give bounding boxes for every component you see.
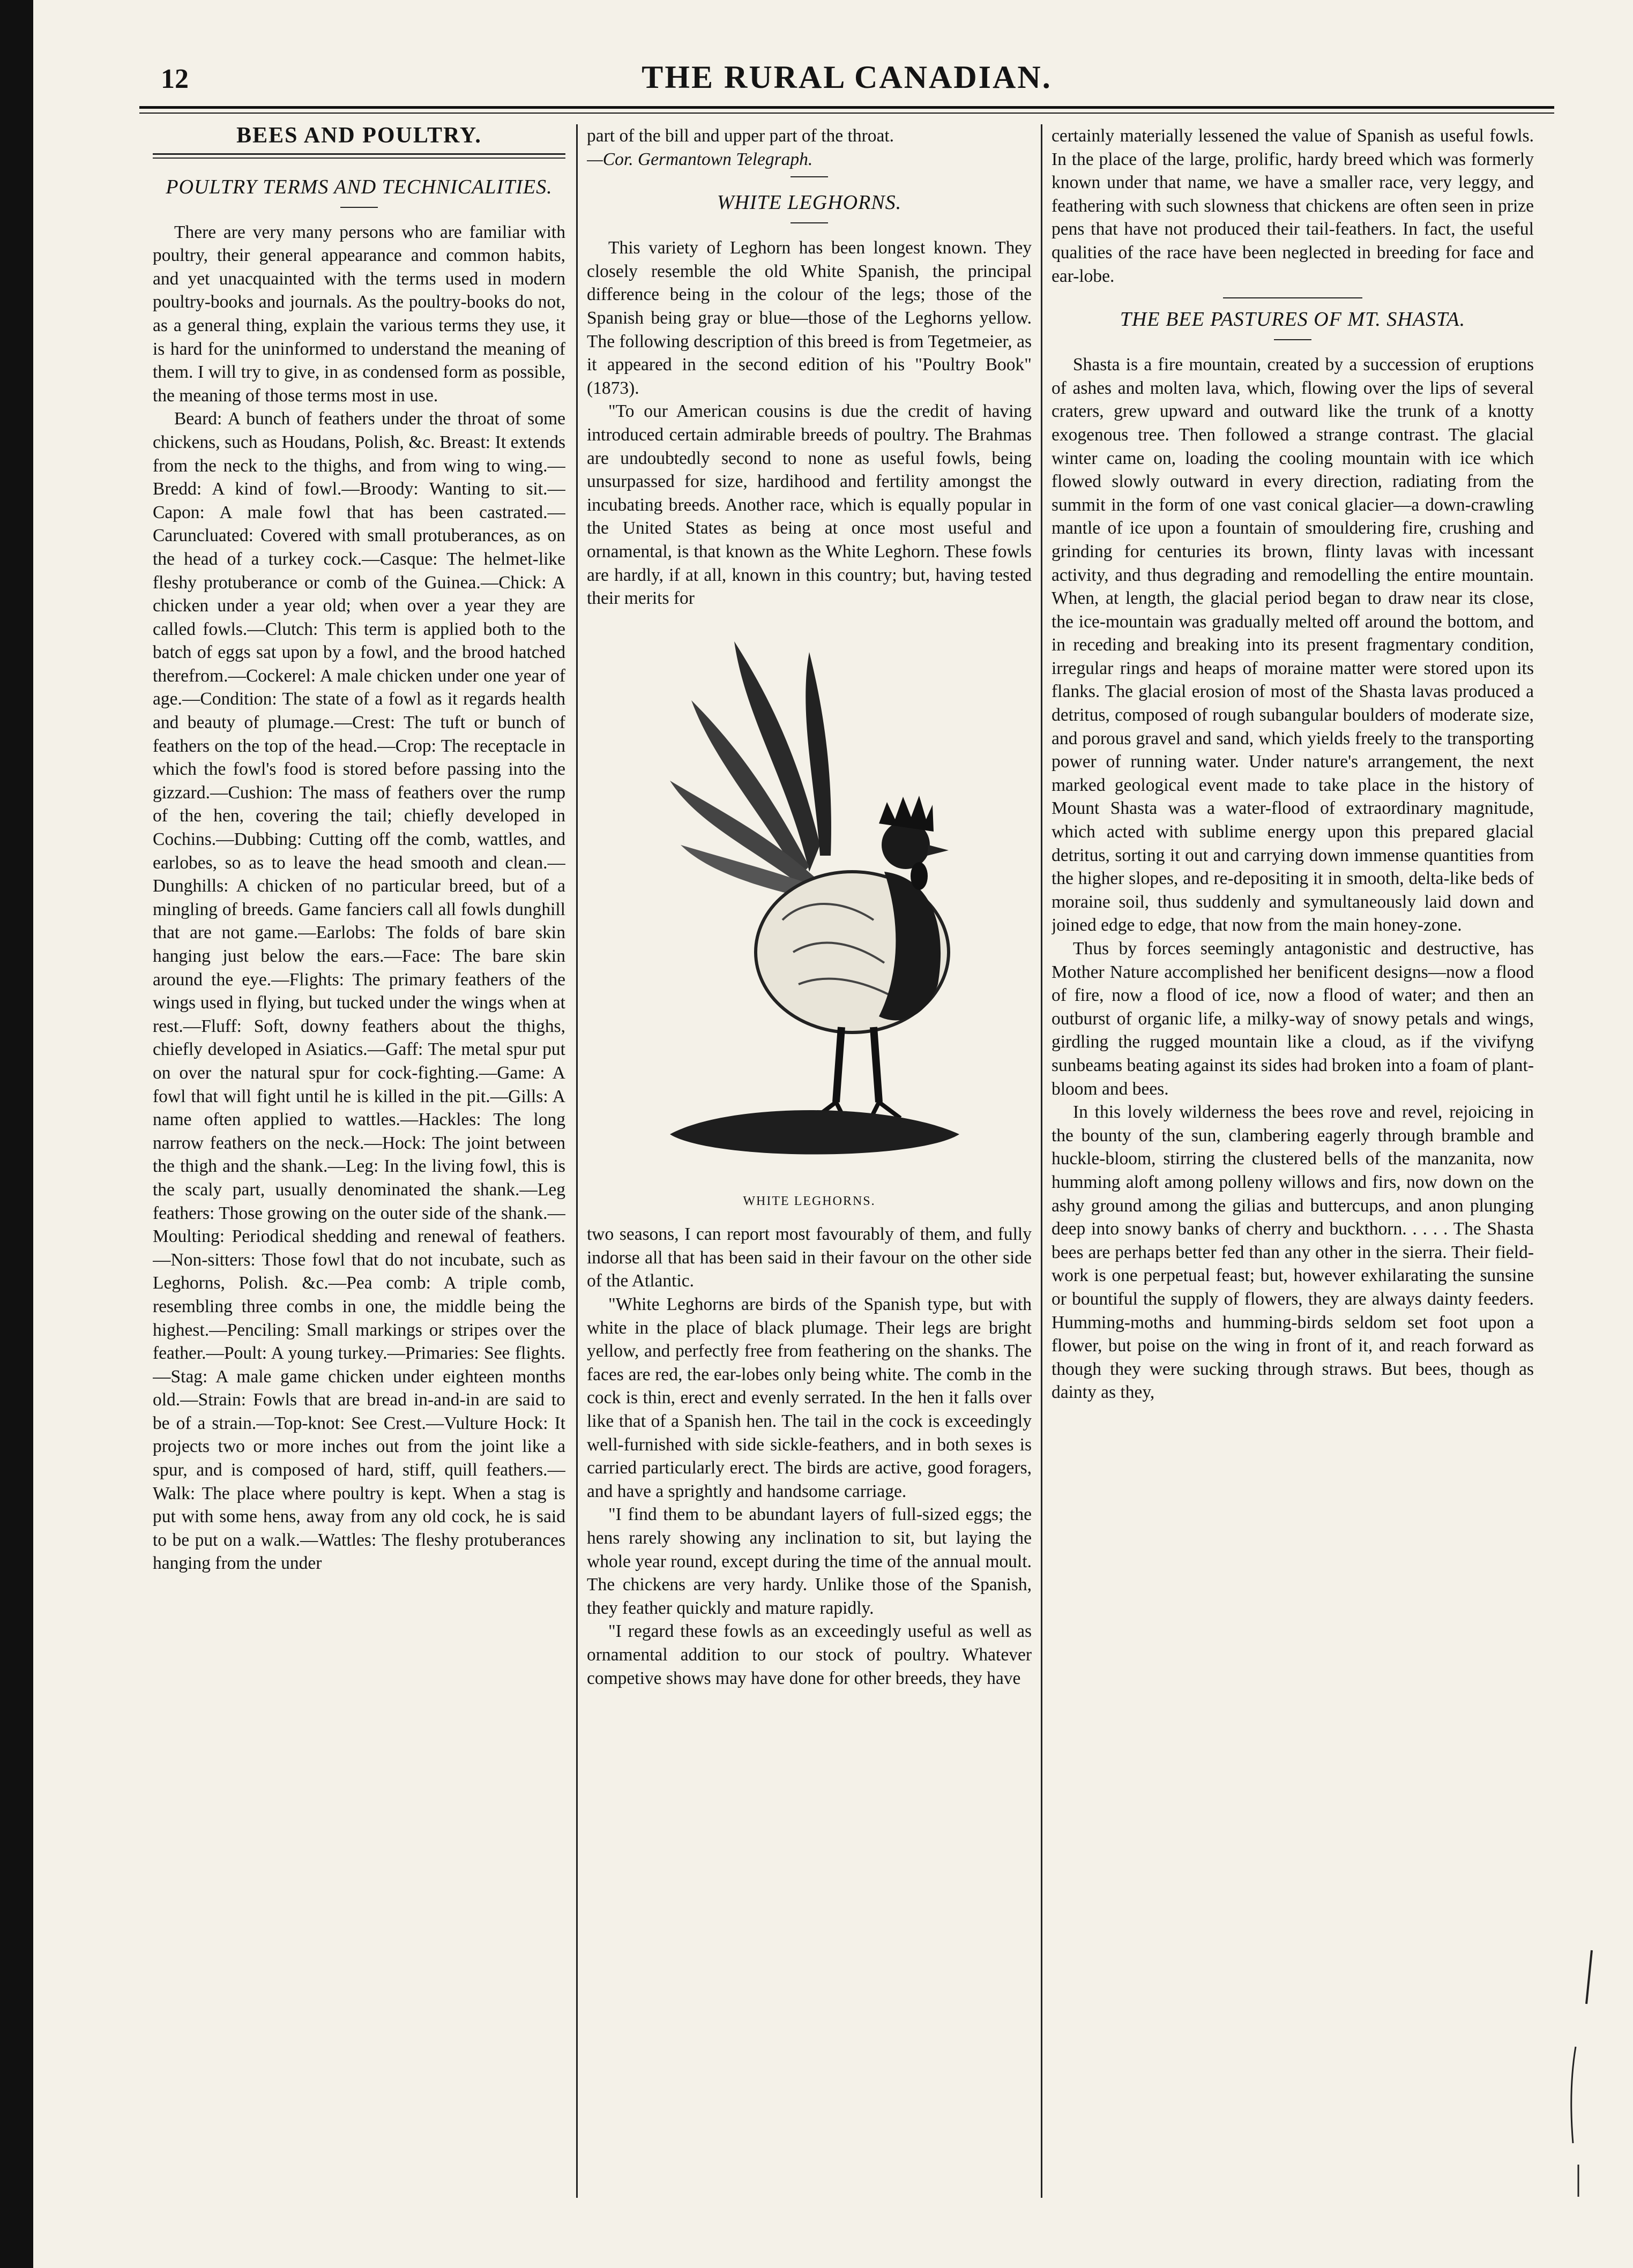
title-rule xyxy=(1274,339,1311,340)
paragraph-continuation: certainly materially lessened the value of Spanish as useful fowls. In the place of the large, prolific, hardy breed which was formerly known under that name, we have a smaller race, very leggy, and feathering with such slowness that chickens are often seen in prize pens that have not produced their tail-feathers. In fact, the useful qualities of the race have been neglected in breeding for face and ear-lobe. xyxy=(1052,126,1534,286)
article-title-bee-pastures: THE BEE PASTURES OF MT. SHASTA. xyxy=(1120,308,1466,331)
paragraph: In this lovely wilderness the bees rove and revel, rejoicing in the bounty of the sun, clambering eagerly through bramble and huckle-bloom, stirring the clustered bells of the manzanita, now humming aloft among polleny willows and firs, now down on the ashy ground among the gilias and buttercups, and anon plunging deep into snowy banks of cherry and buckthorn. . . . . The Shasta bees are perhaps better fed than any other in the sierra. Their field-work is one perpetual feast; but, however exhilarating the sunsine or bountiful the supply of flowers, they are always dainty feeders. Humming-moths and humming-birds seldom set foot upon a flower, but poise on the wing in front of it, and reach forward as though they were sucking through straws. But bees, though as dainty as they, xyxy=(1052,1102,1534,1403)
column-1 xyxy=(153,124,565,2198)
article-signature: —Cor. Germantown Telegraph. xyxy=(587,149,813,169)
column-3 xyxy=(1052,124,1534,2198)
column-divider-2 xyxy=(1041,124,1042,2198)
paragraph: There are very many persons who are familiar with poultry, their general appearance and common habits, and yet unacquainted with the terms used in modern poultry-books and journals. As the poultry-books do not, as a general thing, explain the various terms they use, it is hard for the uninformed to understand the meaning of them. I will try to give, in as condensed form as possible, the meaning of those terms most in use. xyxy=(153,222,565,406)
article-title-poultry-terms: POULTRY TERMS AND TECHNICALITIES. xyxy=(166,175,553,198)
masthead: THE RURAL CANADIAN. xyxy=(642,59,1052,95)
paragraph: "White Leghorns are birds of the Spanish type, but with white in the place of black plumage. Their legs are bright yellow, and perfectly free from feathering on the shanks. The faces are red, the ear-lobes only being white. The comb in the cock is thin, erect and evenly serrated. In the hen it falls over like that of a Spanish hen. The tail in the cock is exceedingly well-furnished with side sickle-feathers, and in both sexes is carried particularly erect. The birds are active, good foragers, and have a sprightly and handsome carriage. xyxy=(587,1294,1032,1501)
paragraph-continuation: part of the bill and upper part of the throat. xyxy=(587,126,894,146)
title-rule xyxy=(791,176,828,177)
article-title-white-leghorns: WHITE LEGHORNS. xyxy=(717,191,902,214)
paragraph: two seasons, I can report most favourably of them, and fully indorse all that has been said in their favour on the other side of the Atlantic. xyxy=(587,1224,1032,1291)
title-rule xyxy=(340,207,378,208)
paragraph: Beard: A bunch of feathers under the throat of some chickens, such as Houdans, Polish, &c. Breast: It extends from the neck to the thighs, and from wing to wing.—Bredd: A kind of fowl.—Broody: Wanting to sit.—Capon: A male fowl that has been castrated.—Caruncluated: Covered with small protuberances, as on the head of a turkey cock.—Casque: The helmet-like fleshy protuberance or comb of the Guinea.—Chick: A chicken under a year old; when over a year they are called fowls.—Clutch: This term is applied both to the batch of eggs sat upon by a fowl, and the brood hatched therefrom.—Cockerel: A male chicken under one year of age.—Condition: The state of a fowl as it regards health and beauty of plumage.—Crest: The tuft or bunch of feathers on the top of the head.—Crop: The receptacle in which the fowl's food is stored before passing into the gizzard.—Cushion: The mass of feathers over the rump of the hen, covering the tail; chiefly developed in Cochins.—Dubbing: Cutting off the comb, wattles, and earlobes, so as to leave the head smooth and clean.—Dunghills: A chicken of no particular breed, but of a mingling of breeds. Game fanciers call all fowls dunghill that are not game.—Earlobs: The folds of bare skin hanging just below the ears.—Face: The bare skin around the eye.—Flights: The primary feathers of the wings used in flying, but tucked under the wings when at rest.—Fluff: Soft, downy feathers about the thighs, chiefly developed in Asiatics.—Gaff: The metal spur put on over the natural spur for cock-fighting.—Game: A fowl that will fight until he is killed in the pit.—Gills: A name often applied to wattles.—Hackles: The long narrow feathers on the neck.—Hock: The joint between the thigh and the shank.—Leg: In the living fowl, this is the scaly part, usually denominated the shank.—Leg feathers: Those growing on the outer side of the shank.—Moulting: Periodical shedding and renewal of feathers.—Non-sitters: Those fowl that do not incubate, such as Leghorns, Polish. &c.—Pea comb: A triple comb, resembling three combs in one, the middle being the highest.—Penciling: Small markings or stripes over the feather.—Poult: A young turkey.—Primaries: See flights.—Stag: A male game chicken under eighteen months old.—Strain: Fowls that are bread in-and-in are said to be of a strain.—Top-knot: See Crest.—Vulture Hock: It projects two or more inches out from the joint like a spur, and is composed of hard, stiff, quill feathers.—Walk: The place where poultry is kept. When a stag is put with some hens, away from any old cock, he is said to be put on a walk.—Wattles: The fleshy protuberances hanging from the under xyxy=(153,409,565,1574)
paragraph: Shasta is a fire mountain, created by a succession of eruptions of ashes and molten lava, which, flowing over the lips of several craters, grew upward and outward like the trunk of a knotty exogenous tree. Then followed a strange contrast. The glacial winter came on, loading the cooling mountain with ice which flowed slowly outward in every direction, radiating from the summit in the form of one vast conical glacier—a down-crawling mantle of ice upon a fountain of smouldering fire, crushing and grinding for centuries its brown, flinty lavas with incessant activity, and thus degrading and remodelling the entire mountain. When, at length, the glacial period began to draw near its close, the ice-mountain was gradually melted off around the bottom, and in receding and breaking into its present fragmentary condition, irregular rings and heaps of moraine matter were stored upon its flanks. The glacial erosion of most of the Shasta lavas produced a detritus, composed of rough subangular boulders of moderate size, and porous gravel and sand, which yields freely to the transporting power of running water. Under nature's arrangement, the next marked geological event made to take place in the history of Mount Shasta was a water-flood of extraordinary magnitude, which acted with sublime energy upon this prepared glacial detritus, sorting it out and carrying down immense quantities from the higher slopes, and re-depositing it in smooth, delta-like beds of moraine soil, thus suddenly and symultaneously laid down and joined edge to edge, that now from the main honey-zone. xyxy=(1052,355,1534,935)
page-header xyxy=(145,59,1549,102)
leghorn-illustration xyxy=(587,620,1032,1214)
title-rule xyxy=(791,222,828,223)
column-divider-1 xyxy=(576,124,578,2198)
article-separator xyxy=(1223,297,1362,298)
paragraph: "To our American cousins is due the credit of having introduced certain admirable breeds of poultry. The Brahmas are undoubtedly second to none as useful fowls, being unsurpassed for size, hardihood and fertility amongst the incubating breeds. Another race, which is equally popular in the United States as being at once most useful and ornamental, is that known as the White Leghorn. These fowls are hardly, if at all, known in this country; but, having tested their merits for xyxy=(587,401,1032,609)
paragraph: Thus by forces seemingly antagonistic and destructive, has Mother Nature accomplished her benificent designs—now a flood of fire, now a flood of ice, now a flood of water; and then an outburst of organic life, a milky-way of snowy petals and wings, girdling the rugged mountain like a cloud, as if the vivifyng sunbeams beating against its sides had broken into a foam of plant-bloom and bees. xyxy=(1052,939,1534,1099)
rooster-engraving-icon xyxy=(648,620,970,1188)
margin-marks-icon xyxy=(1554,1940,1608,2207)
header-rule xyxy=(139,106,1554,109)
scan-edge-bar xyxy=(0,0,33,2268)
column-2 xyxy=(587,124,1032,2198)
section-title: BEES AND POULTRY. xyxy=(236,124,482,148)
paragraph: "I find them to be abundant layers of full-sized eggs; the hens rarely showing any inclination to sit, but laying the whole year round, except during the time of the annual moult. The chickens are very hardy. Unlike those of the Spanish, they feather quickly and mature rapidly. xyxy=(587,1504,1032,1618)
page-number: 12 xyxy=(161,64,189,94)
paragraph: This variety of Leghorn has been longest known. They closely resemble the old White Spanish, the principal difference being in the colour of the legs; those of the Spanish being gray or blue—those of the Leghorns yellow. The following description of this breed is from Tegetmeier, as it appeared in the second edition of his "Poultry Book" (1873). xyxy=(587,238,1032,398)
paragraph: "I regard these fowls as an exceedingly useful as well as ornamental addition to our stock of poultry. Whatever competive shows may have done for other breeds, they have xyxy=(587,1621,1032,1688)
header-rule-thin xyxy=(139,113,1554,114)
section-title-rule xyxy=(153,153,565,159)
figure-caption: WHITE LEGHORNS. xyxy=(743,1194,876,1208)
